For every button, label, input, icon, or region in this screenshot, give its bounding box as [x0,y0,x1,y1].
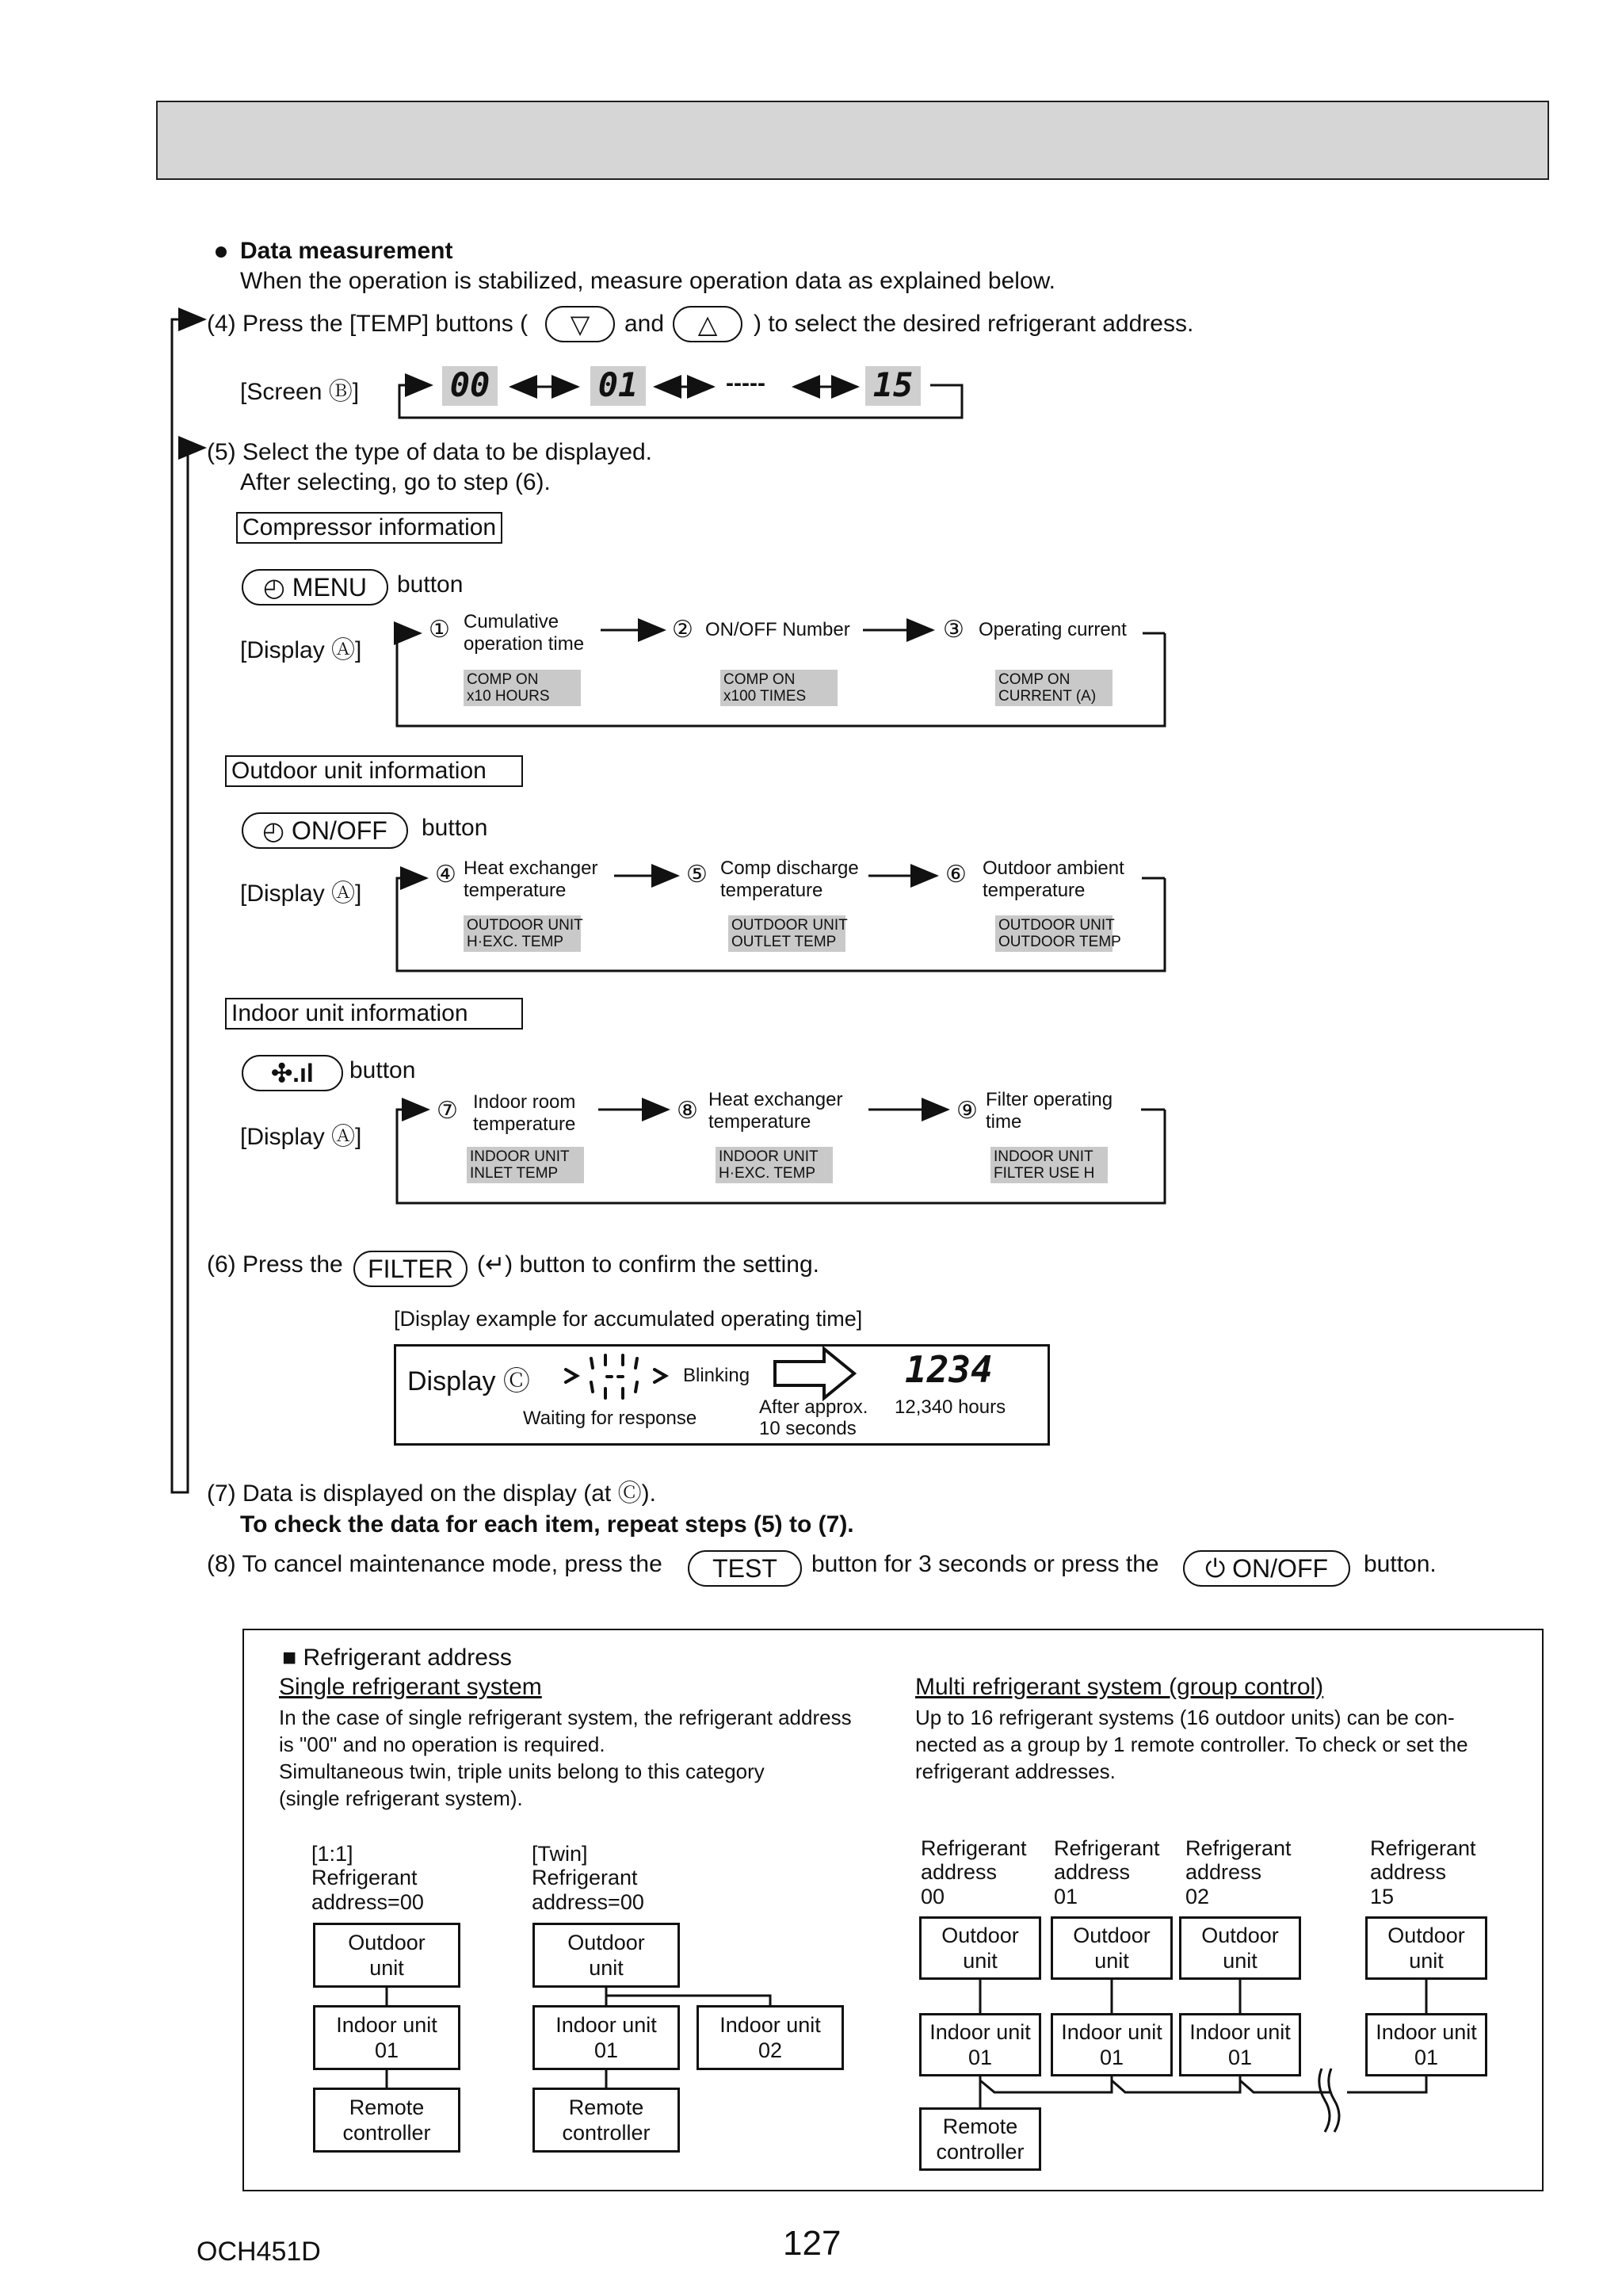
menu-button-word: button [397,571,464,598]
twin-label-l3: address=00 [532,1890,644,1914]
display-outdoor-temp-l1: OUTDOOR UNIT [998,917,1115,934]
item-number-5: ⑤ [686,861,708,888]
indoor-unit-l1: Indoor unit [929,2020,1031,2044]
display-outdoor-hexc-l1: OUTDOOR UNIT [467,917,583,934]
fan-button-word: button [349,1057,416,1083]
display-comp-hours-l1: COMP ON [467,671,539,688]
outdoor-unit-l2: unit [963,1949,998,1973]
step4-prefix: (4) Press the [TEMP] buttons ( [207,311,529,337]
outdoor-unit-l1: Outdoor [1073,1924,1151,1947]
compressor-display-label: [Display Ⓐ] [240,637,362,663]
multi-header-00-l1: Refrigerant [921,1836,1027,1860]
refrigerant-heading: ■ Refrigerant address [282,1645,512,1671]
display-outdoor-outlet-l2: OUTLET TEMP [731,934,837,950]
fan-speed-icon: ✣.ıl [271,1059,314,1087]
multi-header-02-l2: address [1185,1860,1262,1884]
indoor-unit-l2: 01 [1227,2046,1253,2069]
remote-l1: Remote [942,2115,1018,2138]
indoor-unit-l2: 02 [758,2038,783,2062]
step5-line1: (5) Select the type of data to be displayed. [207,439,653,465]
one-to-one-label-l1: [1:1] [311,1842,353,1866]
item-label-6a: Outdoor ambient [983,858,1124,879]
item-number-8: ⑧ [677,1098,698,1124]
onoff-timer-button-label: ON/OFF [291,816,387,845]
screen-b-label: [Screen Ⓑ] [240,379,360,405]
outdoor-unit-l2: unit [1409,1949,1444,1973]
indoor-unit-l2: 01 [967,2046,993,2069]
indoor-unit-l1: Indoor unit [719,2013,821,2037]
multi-system-l1: Up to 16 refrigerant systems (16 outdoor units) can be con- [915,1706,1455,1729]
item-number-7: ⑦ [437,1098,458,1124]
screen-value-00: 00 [442,366,498,406]
display-indoor-hexc-l2: H·EXC. TEMP [719,1165,816,1182]
multi-header-15-l1: Refrigerant [1370,1836,1476,1860]
indoor-unit-l1: Indoor unit [1376,2020,1477,2044]
item-number-1: ① [429,617,450,643]
section-title: Data measurement [240,238,453,264]
display-comp-current-l1: COMP ON [998,671,1071,688]
clock-icon: ◴ [262,573,285,602]
outdoor-unit-l1: Outdoor [348,1931,426,1954]
step6-suffix: (↵) button to confirm the setting. [477,1251,819,1278]
display-indoor-hexc-l1: INDOOR UNIT [719,1148,819,1165]
triangle-up-icon: △ [697,310,718,338]
multi-header-15-l3: 15 [1370,1885,1395,1908]
multi-header-01-l3: 01 [1054,1885,1078,1908]
indoor-unit-l2: 01 [593,2038,619,2062]
item-label-6b: temperature [983,880,1086,901]
display-comp-current-l2: CURRENT (A) [998,688,1097,705]
multi-header-01-l1: Refrigerant [1054,1836,1160,1860]
step5-line2: After selecting, go to step (6). [240,469,551,495]
display-outdoor-hexc-l2: H·EXC. TEMP [467,934,564,950]
outdoor-display-label: [Display Ⓐ] [240,881,362,907]
item-label-4a: Heat exchanger [464,858,598,879]
display-outdoor-outlet-l1: OUTDOOR UNIT [731,917,848,934]
item-label-8a: Heat exchanger [708,1089,843,1110]
remote-l2: controller [342,2121,431,2145]
item-label-5b: temperature [720,880,823,901]
step7-line1: (7) Data is displayed on the display (at Ⓒ). [207,1480,656,1507]
multi-system-title: Multi refrigerant system (group control) [915,1674,1324,1700]
after-approx-l2: 10 seconds [759,1418,857,1439]
remote-l1: Remote [349,2095,425,2119]
indoor-unit-l2: 01 [1099,2046,1124,2069]
test-button-label: TEST [712,1554,777,1583]
step8-suffix: button. [1364,1551,1437,1577]
multi-header-02-l1: Refrigerant [1185,1836,1292,1860]
step7-line2: To check the data for each item, repeat steps (5) to (7). [240,1511,854,1538]
item-number-4: ④ [435,861,456,888]
indoor-unit-l1: Indoor unit [555,2013,657,2037]
waiting-label: Waiting for response [523,1408,697,1429]
page-number: 127 [783,2224,842,2263]
compressor-heading: Compressor information [236,512,502,544]
single-system-l1: In the case of single refrigerant system, the refrigerant address [279,1706,852,1729]
after-approx-l1: After approx. [759,1396,868,1418]
twin-label-l2: Refrigerant [532,1866,638,1889]
remote-l1: Remote [568,2095,644,2119]
display-example-caption: [Display example for accumulated operating time] [394,1307,863,1331]
item-label-8b: temperature [708,1111,811,1133]
single-system-l3: Simultaneous twin, triple units belong to this category [279,1759,765,1783]
single-system-l2: is "00" and no operation is required. [279,1733,605,1756]
indoor-unit-l2: 01 [1414,2046,1439,2069]
indoor-display-label: [Display Ⓐ] [240,1124,362,1150]
result-value: 1234 [905,1348,993,1391]
step4-suffix: ) to select the desired refrigerant address. [754,311,1194,337]
onoff-button-label: ON/OFF [1232,1554,1329,1583]
step4-and: and [624,311,665,337]
screen-value-15: 15 [865,366,921,406]
one-to-one-label-l2: Refrigerant [311,1866,418,1889]
outdoor-unit-l1: Outdoor [1387,1924,1465,1947]
outdoor-unit-l1: Outdoor [1201,1924,1279,1947]
display-outdoor-temp-l2: OUTDOOR TEMP [998,934,1121,950]
item-label-2a: ON/OFF Number [705,619,850,640]
item-label-1a: Cumulative [464,611,559,632]
single-system-title: Single refrigerant system [279,1674,542,1700]
multi-header-00-l3: 00 [921,1885,945,1908]
outdoor-unit-l1: Outdoor [567,1931,645,1954]
item-label-7a: Indoor room [473,1091,576,1113]
item-number-6: ⑥ [945,861,967,888]
item-label-1b: operation time [464,633,585,655]
multi-system-l3: refrigerant addresses. [915,1759,1116,1783]
one-to-one-label-l3: address=00 [311,1890,424,1914]
outdoor-unit-l2: unit [1094,1949,1129,1973]
twin-label-l1: [Twin] [532,1842,588,1866]
clock-icon: ◴ [262,816,285,845]
power-icon: ⏻ [1204,1554,1226,1583]
screen-value-01: 01 [590,366,646,406]
outdoor-unit-l2: unit [1223,1949,1258,1973]
triangle-down-icon: ▽ [570,310,590,338]
display-comp-times-l2: x100 TIMES [723,688,807,705]
display-comp-hours-l2: x10 HOURS [467,688,550,705]
step6-prefix: (6) Press the [207,1251,343,1278]
intro-text: When the operation is stabilized, measure operation data as explained below. [240,268,1055,294]
multi-header-15-l2: address [1370,1860,1447,1884]
item-label-4b: temperature [464,880,567,901]
item-label-9a: Filter operating [986,1089,1113,1110]
remote-l2: controller [562,2121,651,2145]
item-number-9: ⑨ [956,1098,978,1124]
outdoor-unit-l2: unit [589,1956,624,1980]
multi-header-02-l3: 02 [1185,1885,1210,1908]
outdoor-unit-l2: unit [369,1956,404,1980]
indoor-unit-l1: Indoor unit [1189,2020,1291,2044]
item-label-3a: Operating current [979,619,1127,640]
doc-code: OCH451D [197,2237,321,2267]
outdoor-unit-l1: Outdoor [941,1924,1019,1947]
result-caption: 12,340 hours [895,1396,1006,1418]
single-system-l4: (single refrigerant system). [279,1786,523,1810]
display-indoor-inlet-l1: INDOOR UNIT [470,1148,570,1165]
filter-button-label: FILTER [368,1255,453,1283]
menu-button-label: MENU [292,573,368,602]
multi-header-00-l2: address [921,1860,998,1884]
display-indoor-filter-l1: INDOOR UNIT [994,1148,1093,1165]
item-label-7b: temperature [473,1114,576,1135]
multi-header-01-l2: address [1054,1860,1131,1884]
item-number-3: ③ [943,617,964,643]
item-number-2: ② [672,617,693,643]
screen-dots: ----- [726,370,765,396]
multi-system-l2: nected as a group by 1 remote controller. To check or set the [915,1733,1468,1756]
outdoor-heading: Outdoor unit information [225,755,523,787]
step8-middle: button for 3 seconds or press the [811,1551,1159,1577]
indoor-unit-l1: Indoor unit [1061,2020,1162,2044]
display-indoor-inlet-l2: INLET TEMP [470,1165,559,1182]
indoor-unit-l2: 01 [374,2038,399,2062]
blinking-label: Blinking [683,1365,750,1386]
display-comp-times-l1: COMP ON [723,671,796,688]
indoor-heading: Indoor unit information [225,998,523,1030]
onoff-timer-button-word: button [422,815,488,841]
remote-l2: controller [936,2140,1025,2164]
item-label-9b: time [986,1111,1022,1133]
display-indoor-filter-l2: FILTER USE H [994,1165,1095,1182]
step8-prefix: (8) To cancel maintenance mode, press the [207,1551,662,1577]
indoor-unit-l1: Indoor unit [336,2013,437,2037]
display-c-label: Display Ⓒ [407,1366,530,1396]
item-label-5a: Comp discharge [720,858,859,879]
